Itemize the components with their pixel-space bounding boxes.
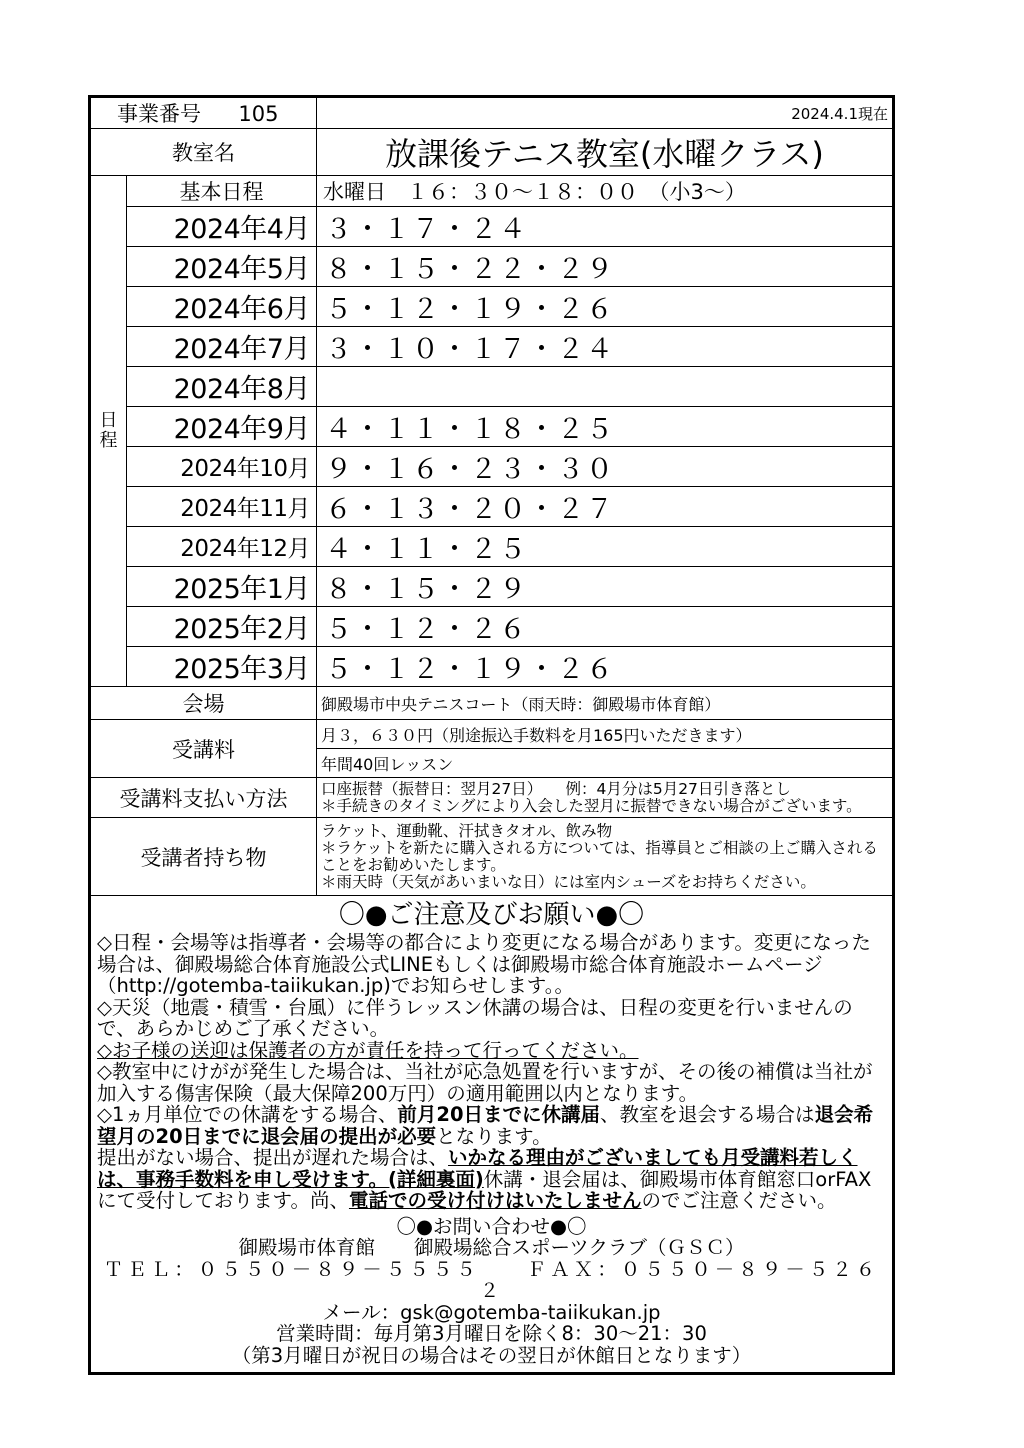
month-dates: ４・１１・１８・２５ xyxy=(317,407,893,447)
month-dates: ５・１２・２６ xyxy=(317,607,893,647)
venue-value: 御殿場市中央テニスコート（雨天時：御殿場市体育館） xyxy=(317,687,893,720)
business-number-label: 事業番号 xyxy=(117,102,201,126)
belongings-line-1: ラケット、運動靴、汗拭きタオル、飲み物 xyxy=(321,821,613,840)
payment-line-2: ＊手続きのタイミングにより入会した翌月に振替できない場合がございます。 xyxy=(321,796,862,815)
belongings-label: 受講者持ち物 xyxy=(91,818,317,896)
notice-section xyxy=(91,896,892,1372)
month-label: 2024年9月 xyxy=(127,407,317,447)
month-dates: ８・１５・２９ xyxy=(317,567,893,607)
contact-orgs: 御殿場市体育館 御殿場総合スポーツクラブ（ＧＳＣ） xyxy=(238,1236,745,1259)
business-number: 105 xyxy=(238,102,279,126)
contact-email: メール：gsk@gotemba-taiikukan.jp xyxy=(322,1300,661,1324)
notice-paragraph-3: ◇お子様の送迎は保護者の方が責任を持って行ってください。 xyxy=(97,1038,639,1062)
fee-line-1: 月３，６３０円（別途振込手数料を月165円いただきます） xyxy=(317,720,893,749)
month-label: 2024年6月 xyxy=(127,287,317,327)
belongings-line-3: ＊雨天時（天気があいまいな日）には室内シューズをお持ちください。 xyxy=(321,872,816,891)
contact-heading: 〇●お問い合わせ●〇 xyxy=(396,1214,587,1238)
month-label: 2024年11月 xyxy=(127,487,317,527)
month-dates: ５・１２・１９・２６ xyxy=(317,647,893,687)
notice-cell xyxy=(91,896,893,1373)
month-dates: ４・１１・２５ xyxy=(317,527,893,567)
schedule-side-text: 日程 xyxy=(99,410,118,451)
schedule-side-label xyxy=(91,176,127,687)
info-table xyxy=(90,97,893,1373)
business-number-cell xyxy=(91,98,317,129)
notice-text: のでご注意ください。 xyxy=(641,1189,837,1212)
month-label: 2024年5月 xyxy=(127,247,317,287)
basic-schedule-value: 水曜日 １６：３０～１８：００ （小3～） xyxy=(317,176,893,207)
month-dates xyxy=(317,367,893,407)
month-dates: ５・１２・１９・２６ xyxy=(317,287,893,327)
notice-bold-text: 退会希望月の20日までに退会届の提出が必要 xyxy=(97,1103,874,1148)
month-label: 2025年2月 xyxy=(127,607,317,647)
notice-text: ◇1ヵ月単位での休講をする場合、 xyxy=(97,1103,398,1126)
venue-label: 会場 xyxy=(91,687,317,720)
notice-paragraph-4: ◇教室中にけがが発生した場合は、当社が応急処置を行いますが、その後の補償は当社が加入する傷害保険（最大保障200万円）の適用範囲以内となります。 xyxy=(97,1060,873,1105)
classroom-label: 教室名 xyxy=(91,129,317,176)
month-dates: ３・１０・１７・２４ xyxy=(317,327,893,367)
notice-text: となります。 xyxy=(436,1124,552,1148)
info-sheet xyxy=(88,95,895,1375)
month-label: 2024年12月 xyxy=(127,527,317,567)
month-label: 2024年8月 xyxy=(127,367,317,407)
as-of-date: 2024.4.1現在 xyxy=(317,98,893,129)
notice-paragraph-6 xyxy=(97,1147,886,1212)
notice-bold-text: 前月20日までに休講届 xyxy=(397,1103,601,1126)
month-dates: ３・１７・２４ xyxy=(317,207,893,247)
fee-label: 受講料 xyxy=(91,720,317,778)
notice-text: 休講・退会届は、御殿場市体育館窓口orFAXにて受付しております。尚、 xyxy=(97,1167,872,1212)
notice-paragraph-1: ◇日程・会場等は指導者・会場等の都合により変更になる場合があります。変更になった場合は、御殿場総合体育施設公式LINEもしくは御殿場市総合体育施設ホームページ（http://gotemba-taiikukan.jp)でお知らせします。。 xyxy=(97,931,871,997)
month-dates: ９・１６・２３・３０ xyxy=(317,447,893,487)
notice-paragraph-2: ◇天災（地震・積雪・台風）に伴うレッスン休講の場合は、日程の変更を行いませんので、あらかじめご了承ください。 xyxy=(97,995,853,1040)
notice-heading: 〇●ご注意及びお願い●〇 xyxy=(338,900,645,930)
contact-hours: 営業時間：毎月第3月曜日を除く8：30～21：30 xyxy=(276,1322,707,1345)
contact-section xyxy=(97,1216,886,1367)
notice-bold-text: 電話での受け付けはいたしません xyxy=(348,1189,642,1212)
payment-label: 受講料支払い方法 xyxy=(91,778,317,818)
basic-schedule-label: 基本日程 xyxy=(127,176,317,207)
month-label: 2025年1月 xyxy=(127,567,317,607)
notice-text: 提出がない場合、提出が遅れた場合は、 xyxy=(97,1146,449,1169)
month-label: 2025年3月 xyxy=(127,647,317,687)
contact-holiday-note: （第3月曜日が祝日の場合はその翌日が休館日となります） xyxy=(231,1343,752,1367)
month-label: 2024年4月 xyxy=(127,207,317,247)
payment-cell xyxy=(317,778,893,818)
month-dates: ８・１５・２２・２９ xyxy=(317,247,893,287)
notice-paragraph-5 xyxy=(97,1104,886,1147)
belongings-cell xyxy=(317,818,893,896)
month-label: 2024年10月 xyxy=(127,447,317,487)
month-dates: ６・１３・２０・２７ xyxy=(317,487,893,527)
classroom-name: 放課後テニス教室(水曜クラス) xyxy=(317,129,893,176)
notice-text: 、教室を退会する場合は xyxy=(600,1103,815,1126)
contact-phone-fax: ＴＥＬ：０５５０－８９－５５５５ ＦＡＸ：０５５０－８９－５２６２ xyxy=(103,1257,880,1302)
month-label: 2024年7月 xyxy=(127,327,317,367)
fee-line-2: 年間40回レッスン xyxy=(317,749,893,778)
notice-bold-text: いかなる理由がございましても月受講料若しくは、事務手数料を申し受けます。(詳細裏面) xyxy=(97,1146,858,1191)
belongings-line-2: ＊ラケットを新たに購入される方については、指導員とご相談の上ご購入されることをお勧めいたします。 xyxy=(321,838,878,874)
payment-line-1: 口座振替（振替日：翌月27日） 例：4月分は5月27日引き落とし xyxy=(321,779,791,798)
